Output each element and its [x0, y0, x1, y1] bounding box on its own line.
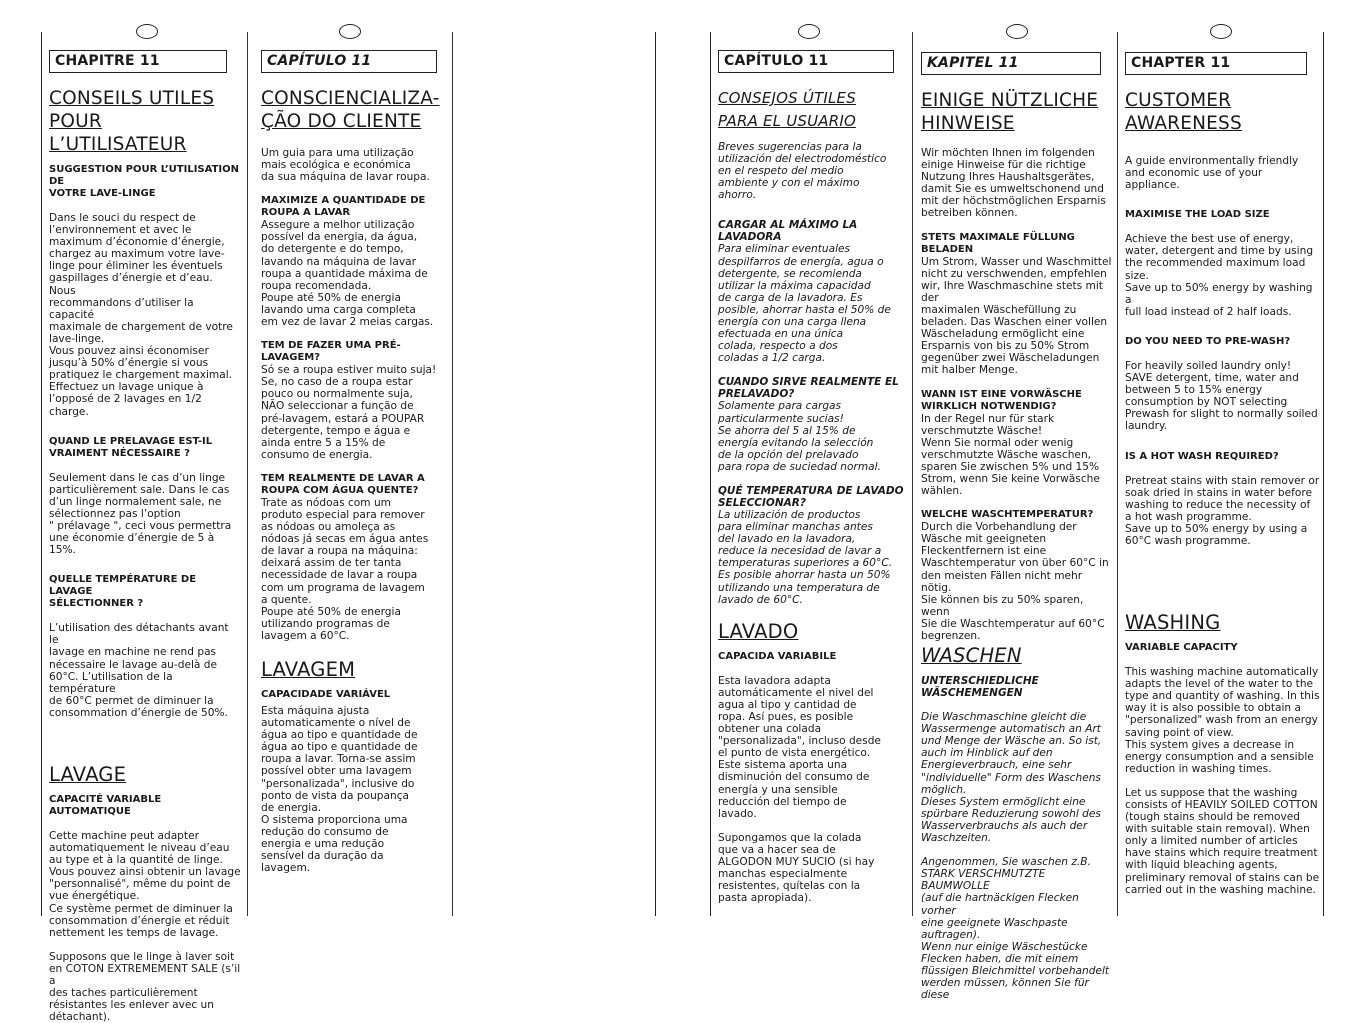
column-english [1125, 50, 1320, 896]
subheading: WANN IST EINE VORWÄSCHE WIRKLICH NOTWENDIG? [921, 388, 1082, 412]
paragraph: Solamente para cargas particularmente sucias! Se ahorra del 5 al 15% de energía evitando la selección de la opción del prelavado para ropa de suciedad normal. [718, 400, 881, 473]
subheading: MAXIMISE THE LOAD SIZE [1125, 209, 1270, 221]
paragraph: Die Waschmaschine gleicht die Wassermenge automatisch an Art und Menge der Wäsche an. So ist, auch im Hinblick auf den Energieverbrauch, eine sehr "individuelle" Form des Waschens möglich. Dieses System ermöglicht eine spürbare Reduzierung sowohl des Wasserverbrauchs als auch der Waschzeiten. [921, 711, 1102, 845]
language-flag-oval [1006, 24, 1028, 39]
subheading: STETS MAXIMALE FÜLLUNG BELADEN [921, 231, 1075, 255]
subheading: CARGAR AL MÁXIMO LA LAVADORA [718, 219, 858, 244]
paragraph: Trate as nódoas com um produto especial para remover as nódoas ou amoleça as nódoas já secas em água antes de lavar a roupa na máquina: deixará assim de ter tanta necessidade de lavar a roupa com um programa de lavagem a quente. Poupe até 50% de energia utilizando programas de lavagem a 60°C. [261, 496, 429, 642]
subheading: SUGGESTION POUR L’UTILISATION DE VOTRE LAVE-LINGE [49, 164, 239, 199]
language-flag-oval [798, 24, 820, 39]
section-title: WASHING [1125, 611, 1221, 635]
column-divider [1323, 32, 1324, 916]
paragraph: Supposons que le linge à laver soit en COTON EXTREMEMENT SALE (s’il a des taches particulièrement résistantes les enlever avec un détachant). [49, 950, 241, 1023]
language-flag-oval [136, 24, 158, 39]
language-flag-oval [1210, 24, 1232, 39]
paragraph: For heavily soiled laundry only! SAVE detergent, time, water and between 5 to 15% energy consumption by NOT selecting Prewash for slight to normally soiled laundry. [1125, 359, 1318, 433]
paragraph: Achieve the best use of energy, water, detergent and time by using the recommended maximum load size. Save up to 50% energy by washing a full load instead of 2 half loads. [1125, 233, 1314, 318]
paragraph: Let us suppose that the washing consists of HEAVILY SOILED COTTON (tough stains should be removed with suitable stain removal). When only a limited number of articles have stains which require treatment with liquid bleaching agents, preliminary removal of stains can be carried out in the washing machine. [1125, 786, 1320, 896]
column-portuguese [261, 50, 447, 874]
section-title: EINIGE NÜTZLICHE HINWEISE [921, 90, 1099, 134]
paragraph: Wir möchten Ihnen im folgenden einige Hinweise für die richtige Nutzung Ihres Haushaltsgerätes, damit Sie es umweltschonend und mit der höchstmöglichen Ersparnis betreiben können. [921, 147, 1106, 220]
subheading: DO YOU NEED TO PRE-WASH? [1125, 335, 1291, 347]
section-title: CUSTOMER AWARENESS [1125, 90, 1242, 134]
subheading: TEM DE FAZER UMA PRÉ- LAVAGEM? [261, 340, 401, 364]
subheading: CUANDO SIRVE REALMENTE EL PRELAVADO? [718, 376, 899, 401]
subheading: VARIABLE CAPACITY [1125, 642, 1238, 654]
chapter-label: CAPÍTULO 11 [718, 50, 894, 73]
column-spanish [718, 50, 906, 904]
chapter-label: KAPITEL 11 [921, 52, 1101, 75]
paragraph: Supongamos que la colada que va a hacer sea de ALGODON MUY SUCIO (si hay manchas especialmente resistentes, quítelas con la pasta apropiada). [718, 831, 875, 905]
paragraph: Seulement dans le cas d’un linge particulièrement sale. Dans le cas d’un linge normalement sale, ne sélectionnez pas l’option " prélavage ", ceci vous permettra une économie d’énergie de 5 à 15%. [49, 471, 232, 557]
subheading: IS A HOT WASH REQUIRED? [1125, 450, 1279, 462]
paragraph: This washing machine automatically adapts the level of the water to the type and quantity of washing. In this way it is also possible to obtain a "personalized" wash from an energy saving point of view. This system gives a decrease in energy consumption and a sensible reduction in washing times. [1125, 666, 1320, 775]
section-title: WASCHEN [921, 644, 1022, 668]
paragraph: Esta máquina ajusta automaticamente o nível de água ao tipo e quantidade de água ao tipo e quantidade de roupa a lavar. Torna-se assim possível obter uma lavagem "personalizada", inclusive do ponto de vista da poupança de energia. O sistema proporciona uma redução do consumo de energia e uma redução sensível da duração da lavagem. [261, 705, 418, 875]
column-french [49, 50, 241, 1023]
subheading: MAXIMIZE A QUANTIDADE DE ROUPA A LAVAR [261, 195, 426, 219]
subheading: CAPACITÉ VARIABLE AUTOMATIQUE [49, 794, 162, 817]
language-flag-oval [339, 24, 361, 39]
paragraph: Para eliminar eventuales despilfarros de energía, agua o detergente, se recomienda utilizar la máxima capacidad de carga de la lavadora. Es posible, ahorrar hasta el 50% de energía con una carga llena efectuada en una única colada, respecto a dos coladas a 1/2 carga. [718, 243, 891, 365]
paragraph: Durch die Vorbehandlung der Wäsche mit geeigneten Fleckentfernern ist eine Waschtemperatur von über 60°C in den meisten Fällen nicht mehr nötig. Sie können bis zu 50% sparen, wenn Sie die Waschtemperatur auf 60°C begrenzen. [921, 521, 1109, 642]
paragraph: Um Strom, Wasser und Waschmittel nicht zu verschwenden, empfehlen wir, Ihre Waschmaschine stets mit der maximalen Wäschefüllung zu beladen. Das Waschen einer vollen Wäscheladung ermöglicht eine Ersparnis von bis zu 50% Strom gegenüber zwei Wäscheladungen mit halber Menge. [921, 255, 1112, 377]
paragraph: Angenommen, Sie waschen z.B. STARK VERSCHMUTZTE BAUMWOLLE (auf die hartnäckigen Flecken vorher eine geeignete Waschpaste auftragen). Wenn nur einige Wäschestücke Flecken haben, die mit einem flüssigen Bleichmittel vorbehandelt werden müssen, können Sie für diese [921, 856, 1110, 1002]
section-title: LAVADO [718, 619, 799, 643]
subheading: UNTERSCHIEDLICHE WÄSCHEMENGEN [921, 675, 1039, 700]
paragraph: Pretreat stains with stain remover or soak dried in stains in water before washing to reduce the necessity of a hot wash programme. Save up to 50% energy by using a 60°C wash programme. [1125, 474, 1320, 547]
column-divider [452, 32, 453, 916]
column-divider [247, 32, 248, 916]
subheading: TEM REALMENTE DE LAVAR A ROUPA COM ÁGUA QUENTE? [261, 472, 425, 496]
column-german [921, 50, 1114, 1001]
paragraph: A guide environmentally friendly and economic use of your appliance. [1125, 155, 1299, 192]
section-title: CONSEJOS ÚTILES PARA EL USUARIO [718, 89, 857, 130]
paragraph: L’utilisation des détachants avant le lavage en machine ne rend pas nécessaire le lavage au-delà de 60°C. L’utilisation de la température de 60°C permet de diminuer la consommation d’énergie de 50%. [49, 622, 229, 719]
paragraph: Breves sugerencias para la utilización del electrodoméstico en el respeto del medio ambiente y con el máximo ahorro. [718, 141, 887, 202]
section-title: LAVAGEM [261, 658, 356, 681]
page-gutter-divider [655, 32, 656, 916]
subheading: CAPACIDADE VARIÁVEL [261, 689, 391, 700]
paragraph: Assegure a melhor utilização possível da energia, da água, do detergente e do tempo, lavando na máquina de lavar roupa a quantidade máxima de roupa recomendada. Poupe até 50% de energia lavando uma carga completa em vez de lavar 2 meias cargas. [261, 219, 434, 329]
column-divider [1117, 32, 1118, 916]
subheading: QUAND LE PRELAVAGE EST-IL VRAIMENT NÉCESSAIRE ? [49, 435, 213, 459]
chapter-label: CHAPITRE 11 [49, 50, 227, 73]
subheading: QUELLE TEMPÉRATURE DE LAVAGE SÉLECTIONNER ? [49, 574, 197, 610]
paragraph: Só se a roupa estiver muito suja! Se, no caso de a roupa estar pouco ou normalmente suja, NÃO seleccionar a função de pré-lavagem, estará a POUPAR detergente, tempo e água e ainda entre 5 a 15% de consumo de energia. [261, 364, 437, 461]
column-divider [912, 32, 913, 916]
paragraph: Dans le souci du respect de l’environnement et avec le maximum d’économie d’énergie, chargez au maximum votre lave- linge pour éliminer les éventuels gaspillages d’énergie et d’eau. Nous recommandons d’utiliser la capacité maximale de chargement de votre lave-linge. Vous pouvez ainsi économiser jusqu’à 50% d’énergie si vous pratiquez le chargement maximal. Effectuez un lavage unique à l’opposé de 2 lavages en 1/2 charge. [49, 212, 233, 418]
column-divider [710, 32, 711, 916]
chapter-label: CHAPTER 11 [1125, 52, 1307, 75]
paragraph: Um guia para uma utilização mais ecológica e económica da sua máquina de lavar roupa. [261, 147, 430, 184]
section-title: CONSEILS UTILES POUR L’UTILISATEUR [49, 88, 215, 155]
section-title: LAVAGE [49, 763, 127, 786]
section-title: CONSCIENCIALIZA- ÇÃO DO CLIENTE [261, 88, 440, 132]
paragraph: La utilización de productos para eliminar manchas antes del lavado en la lavadora, reduce la necesidad de lavar a temperaturas superiores a 60°C. Es posible ahorrar hasta un 50% utilizando una temperatura de lavado de 60°C. [718, 508, 893, 606]
paragraph: In der Regel nur für stark verschmutzte Wäsche! Wenn Sie normal oder wenig verschmutzte Wäsche waschen, sparen Sie zwischen 5% und 15% Strom, wenn Sie keine Vorwäsche wählen. [921, 412, 1100, 498]
paragraph: Esta lavadora adapta automáticamente el nivel del agua al tipo y cantidad de ropa. Así pues, es posible obtener una colada "personalizada", incluso desde el punto de vista energético. Este sistema aporta una disminución del consumo de energía y una sensible reducción del tiempo de lavado. [718, 674, 881, 820]
subheading: WELCHE WASCHTEMPERATUR? [921, 509, 1094, 521]
subheading: CAPACIDA VARIABILE [718, 650, 837, 662]
subheading: QUÉ TEMPERATURA DE LAVADO SELECCIONAR? [718, 484, 904, 509]
chapter-label: CAPÍTULO 11 [261, 50, 437, 73]
paragraph: Cette machine peut adapter automatiquement le niveau d’eau au type et à la quantité de linge. Vous pouvez ainsi obtenir un lavage "personnalisé", même du point de vue énergétique. Ce système permet de diminuer la consommation d’énergie et réduit nettement les temps de lavage. [49, 830, 241, 939]
column-divider [41, 32, 42, 916]
